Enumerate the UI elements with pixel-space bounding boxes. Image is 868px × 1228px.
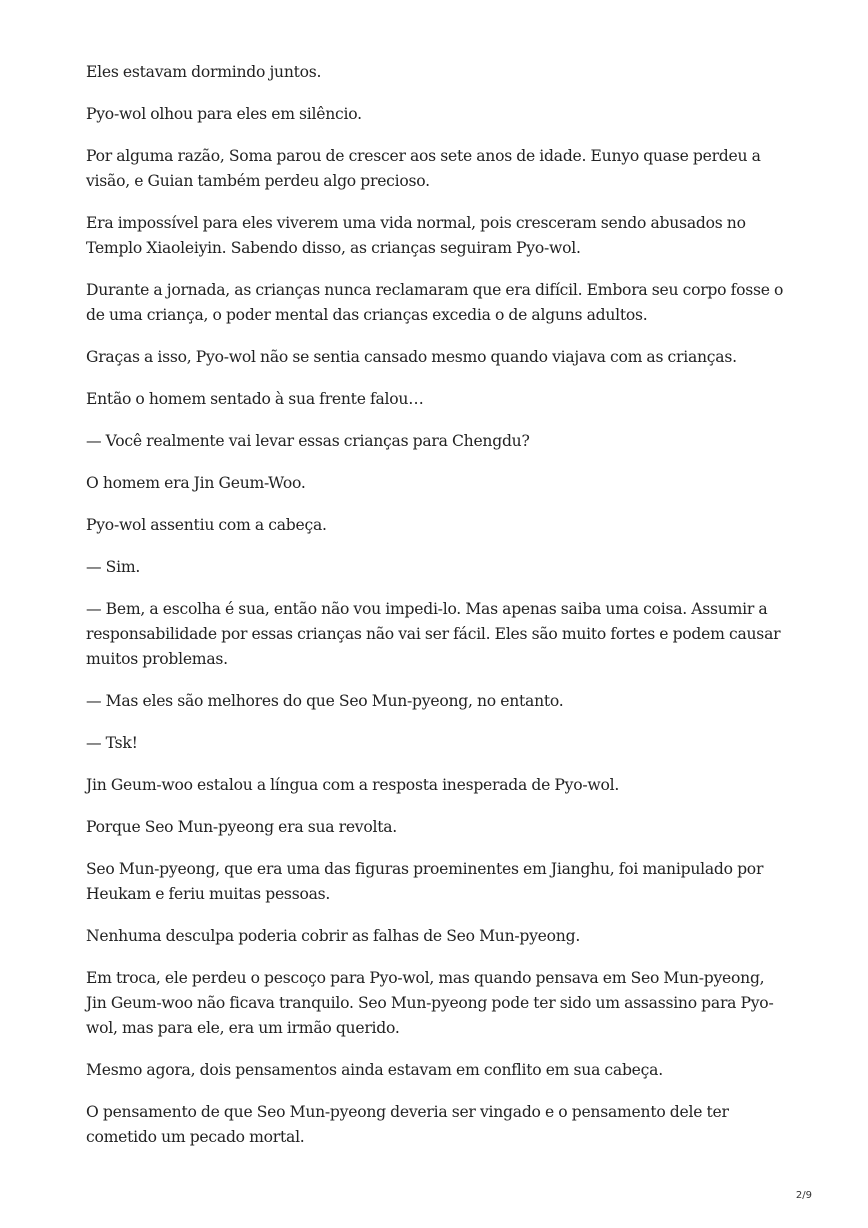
paragraph: Era impossível para eles viverem uma vida normal, pois cresceram sendo abusados no Templo Xiaoleiyin. Sabendo disso, as crianças seguiram Pyo-wol. [86,214,746,257]
dialogue-line: — Bem, a escolha é sua, então não vou impedi-lo. Mas apenas saiba uma coisa. Assumir a responsabilidade por essas crianças não vai ser fácil. Eles são muito fortes e podem causar muitos problemas. [86,600,781,668]
paragraph: Eles estavam dormindo juntos. [86,63,322,81]
paragraph: Pyo-wol assentiu com a cabeça. [86,516,327,534]
paragraph: Porque Seo Mun-pyeong era sua revolta. [86,818,398,836]
paragraph: Jin Geum-woo estalou a língua com a resposta inesperada de Pyo-wol. [86,776,620,794]
page-number: 2/9 [795,1190,812,1201]
dialogue-line: — Você realmente vai levar essas crianças para Chengdu? [86,432,530,450]
paragraph: Nenhuma desculpa poderia cobrir as falhas de Seo Mun-pyeong. [86,927,581,945]
dialogue-line: — Sim. [86,558,141,576]
paragraph: Então o homem sentado à sua frente falou… [86,390,424,408]
document-body [86,60,786,1167]
paragraph: Por alguma razão, Soma parou de crescer aos sete anos de idade. Eunyo quase perdeu a visão, e Guian também perdeu algo precioso. [86,147,761,190]
paragraph: Graças a isso, Pyo-wol não se sentia cansado mesmo quando viajava com as crianças. [86,348,737,366]
dialogue-line: — Mas eles são melhores do que Seo Mun-pyeong, no entanto. [86,692,564,710]
paragraph: Mesmo agora, dois pensamentos ainda estavam em conflito em sua cabeça. [86,1061,663,1079]
paragraph: Seo Mun-pyeong, que era uma das figuras proeminentes em Jianghu, foi manipulado por Heukam e feriu muitas pessoas. [86,860,764,903]
dialogue-line: — Tsk! [86,734,138,752]
paragraph: Durante a jornada, as crianças nunca reclamaram que era difícil. Embora seu corpo fosse o de uma criança, o poder mental das crianças excedia o de alguns adultos. [86,281,784,324]
paragraph: O pensamento de que Seo Mun-pyeong deveria ser vingado e o pensamento dele ter cometido um pecado mortal. [86,1103,729,1146]
paragraph: O homem era Jin Geum-Woo. [86,474,306,492]
paragraph: Pyo-wol olhou para eles em silêncio. [86,105,362,123]
paragraph: Em troca, ele perdeu o pescoço para Pyo-wol, mas quando pensava em Seo Mun-pyeong, Jin Geum-woo não ficava tranquilo. Seo Mun-pyeong pode ter sido um assassino para Pyo-wol, mas para ele, era um irmão querido. [86,969,774,1037]
